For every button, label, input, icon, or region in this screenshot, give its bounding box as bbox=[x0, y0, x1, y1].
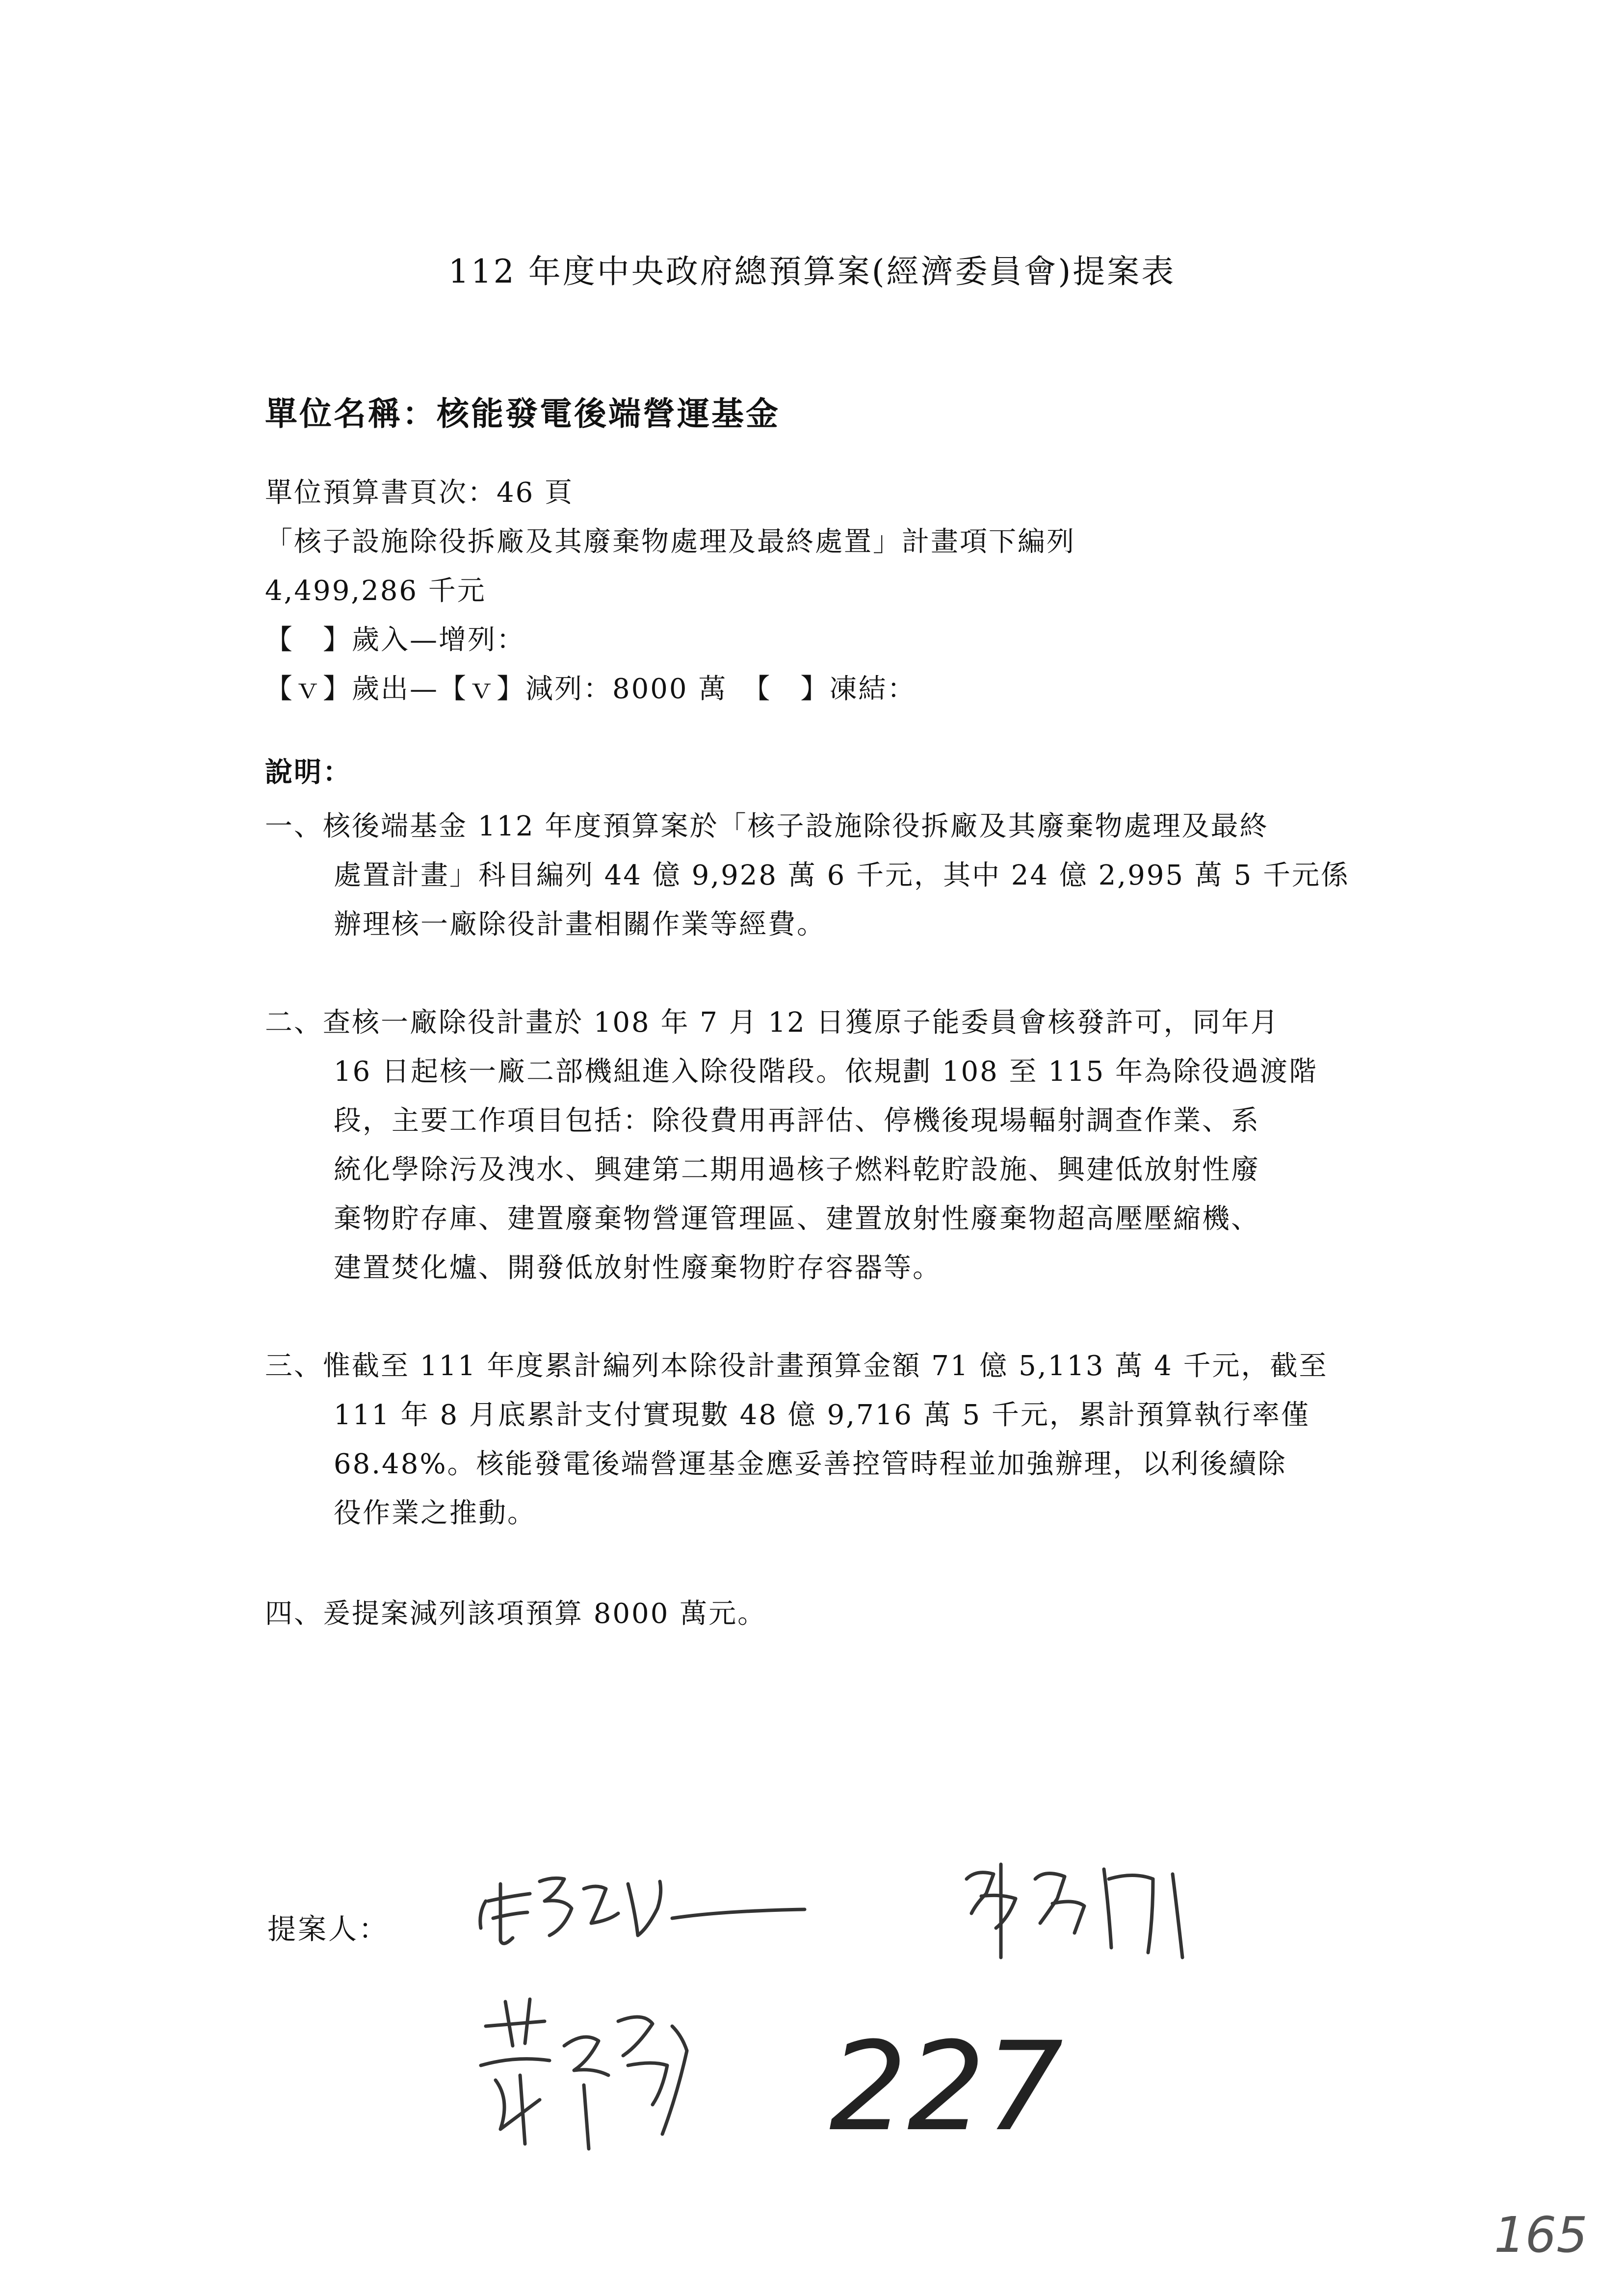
budget-meta bbox=[265, 469, 1075, 714]
handwritten-page-number bbox=[1492, 2198, 1604, 2267]
signature-3 bbox=[466, 1987, 721, 2164]
meta-expenditure-option: 【ｖ】歲出—【ｖ】減列：8000 萬 【 】凍結： bbox=[265, 673, 917, 705]
paragraph-line: 68.48%。核能發電後端營運基金應妥善控管時程並加強辦理，以利後續除 bbox=[334, 1448, 1287, 1480]
paragraph-line: 四、爰提案減列該項預算 8000 萬元。 bbox=[265, 1598, 767, 1630]
paragraph-line: 三、惟截至 111 年度累計編列本除役計畫預算金額 71 億 5,113 萬 4 千元，截至 bbox=[265, 1350, 1328, 1382]
meta-amount: 4,499,286 千元 bbox=[265, 575, 486, 607]
paragraph-line: 辦理核一廠除役計畫相關作業等經費。 bbox=[334, 909, 826, 940]
paragraph-line: 16 日起核一廠二部機組進入除役階段。依規劃 108 至 115 年為除役過渡階 bbox=[334, 1056, 1318, 1088]
meta-plan: 「核子設施除役拆廠及其廢棄物處理及最終處置」計畫項下編列 bbox=[265, 526, 1075, 558]
handwritten-number bbox=[824, 2007, 1079, 2159]
paragraph-line: 建置焚化爐、開發低放射性廢棄物貯存容器等。 bbox=[334, 1252, 942, 1284]
handwritten-page-number-text: 165 bbox=[1494, 2206, 1588, 2264]
document-title: 112 年度中央政府總預算案(經濟委員會)提案表 bbox=[448, 253, 1176, 290]
explanation-label: 說明： bbox=[265, 757, 352, 788]
paragraph-line: 役作業之推動。 bbox=[334, 1497, 536, 1529]
signature-2 bbox=[947, 1850, 1212, 1977]
explanation-paragraph-3 bbox=[265, 1342, 1413, 1538]
proposer-label: 提案人： bbox=[267, 1912, 390, 1946]
paragraph-line: 處置計畫」科目編列 44 億 9,928 萬 6 千元，其中 24 億 2,995 萬 5 千元係 bbox=[334, 860, 1350, 891]
unit-name: 單位名稱：核能發電後端營運基金 bbox=[265, 395, 780, 433]
paragraph-line: 段，主要工作項目包括：除役費用再評估、停機後現場輻射調查作業、系 bbox=[334, 1105, 1260, 1137]
signature-1 bbox=[466, 1854, 810, 1962]
handwritten-number-text: 227 bbox=[829, 2015, 1064, 2158]
paragraph-line: 二、查核一廠除役計畫於 108 年 7 月 12 日獲原子能委員會核發許可，同年月 bbox=[265, 1007, 1280, 1039]
explanation-paragraph-1 bbox=[265, 802, 1413, 949]
explanation-paragraph-4 bbox=[265, 1590, 1413, 1639]
paragraph-line: 統化學除污及洩水、興建第二期用過核子燃料乾貯設施、興建低放射性廢 bbox=[334, 1154, 1260, 1186]
meta-page-ref: 單位預算書頁次：46 頁 bbox=[265, 477, 574, 509]
explanation-paragraph-2 bbox=[265, 998, 1413, 1293]
paragraph-line: 棄物貯存庫、建置廢棄物營運管理區、建置放射性廢棄物超高壓壓縮機、 bbox=[334, 1203, 1260, 1235]
meta-revenue-option: 【 】歲入—增列： bbox=[265, 624, 525, 656]
paragraph-line: 一、核後端基金 112 年度預算案於「核子設施除役拆廠及其廢棄物處理及最終 bbox=[265, 810, 1269, 842]
paragraph-line: 111 年 8 月底累計支付實現數 48 億 9,716 萬 5 千元，累計預算執行率僅 bbox=[334, 1399, 1310, 1431]
